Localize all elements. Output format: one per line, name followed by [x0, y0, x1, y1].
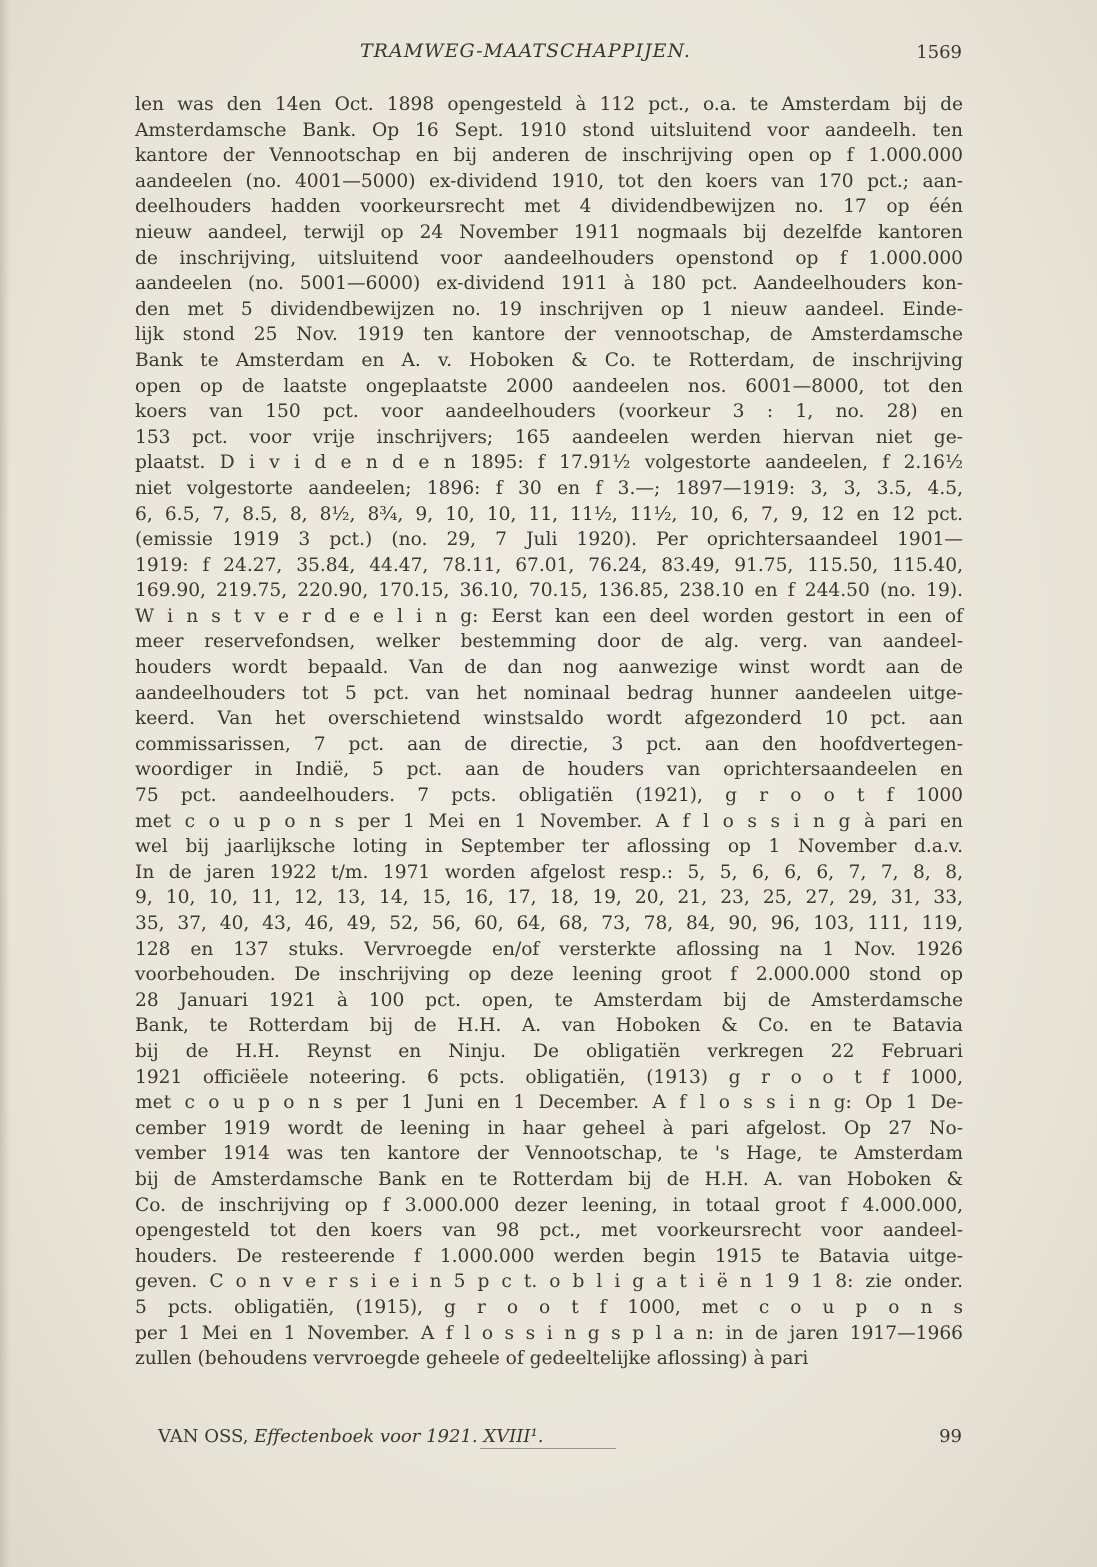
text-line: niet volgestorte aandeelen; 1896: f 30 en f 3.—; 1897—1919: 3, 3, 3.5, 4.5,	[135, 477, 963, 499]
text-line: houders. De resteerende f 1.000.000 werden begin 1915 te Batavia uitge-	[135, 1245, 963, 1267]
text-line: 6, 6.5, 7, 8.5, 8, 8½, 8¾, 9, 10, 10, 11, 11½, 11½, 10, 6, 7, 9, 12 en 12 pct.	[135, 503, 963, 525]
text-line: deelhouders hadden voorkeursrecht met 4 dividendbewijzen no. 17 op één	[135, 196, 963, 218]
footer-citation	[158, 1426, 543, 1447]
text-line: W i n s t v e r d e e l i n g: Eerst kan een deel worden gestort in een of	[135, 605, 963, 627]
text-line: plaatst. D i v i d e n d e n 1895: f 17.91½ volgestorte aandeelen, f 2.16½	[135, 452, 963, 474]
page-edge-shadow	[0, 0, 10, 1567]
text-line: geven. C o n v e r s i e i n 5 p c t. o b l i g a t i ë n 1 9 1 8: zie onder.	[135, 1271, 963, 1293]
text-line: (emissie 1919 3 pct.) (no. 29, 7 Juli 1920). Per oprichtersaandeel 1901—	[135, 529, 963, 551]
body-text	[135, 92, 963, 1372]
text-line: 128 en 137 stuks. Vervroegde en/of versterkte aflossing na 1 Nov. 1926	[135, 938, 963, 960]
text-line: per 1 Mei en 1 November. A f l o s s i n g s p l a n: in de jaren 1917—1966	[135, 1322, 963, 1344]
text-line: Bank, te Rotterdam bij de H.H. A. van Hoboken & Co. en te Batavia	[135, 1015, 963, 1037]
text-line: de inschrijving, uitsluitend voor aandeelhouders openstond op f 1.000.000	[135, 247, 963, 269]
text-line: met c o u p o n s per 1 Mei en 1 November. A f l o s s i n g à pari en	[135, 810, 963, 832]
text-line: 5 pcts. obligatiën, (1915), g r o o t f 1000, met c o u p o n s	[135, 1296, 963, 1318]
text-line: kantore der Vennootschap en bij anderen de inschrijving open op f 1.000.000	[135, 145, 963, 167]
footer-volume: XVIII¹.	[483, 1426, 544, 1447]
text-line: aandeelhouders tot 5 pct. van het nominaal bedrag hunner aandeelen uitge-	[135, 682, 963, 704]
text-line: 1919: f 24.27, 35.84, 44.47, 78.11, 67.01, 76.24, 83.49, 91.75, 115.50, 115.40,	[135, 554, 963, 576]
text-line: 75 pct. aandeelhouders. 7 pcts. obligatiën (1921), g r o o t f 1000	[135, 785, 963, 807]
text-line: nieuw aandeel, terwijl op 24 November 1911 nogmaals bij dezelfde kantoren	[135, 221, 963, 243]
text-line: houders wordt bepaald. Van de dan nog aanwezige winst wordt aan de	[135, 657, 963, 679]
text-line: Bank te Amsterdam en A. v. Hoboken & Co. te Rotterdam, de inschrijving	[135, 349, 963, 371]
text-line: bij de H.H. Reynst en Ninju. De obligatiën verkregen 22 Februari	[135, 1040, 963, 1062]
text-line: wel bij jaarlijksche loting in September ter aflossing op 1 November d.a.v.	[135, 836, 963, 858]
text-line: aandeelen (no. 5001—6000) ex-dividend 1911 à 180 pct. Aandeelhouders kon-	[135, 273, 963, 295]
text-line: open op de laatste ongeplaatste 2000 aandeelen nos. 6001—8000, tot den	[135, 375, 963, 397]
text-line: aandeelen (no. 4001—5000) ex-dividend 1910, tot den koers van 170 pct.; aan-	[135, 170, 963, 192]
text-line: zullen (behoudens vervroegde geheele of gedeeltelijke aflossing) à pari	[135, 1348, 809, 1370]
footer-rule	[480, 1448, 616, 1449]
footer-signature: 99	[939, 1426, 962, 1447]
text-line: meer reservefondsen, welker bestemming door de alg. verg. van aandeel-	[135, 631, 963, 653]
text-line: lijk stond 25 Nov. 1919 ten kantore der vennootschap, de Amsterdamsche	[135, 324, 963, 346]
text-line: 9, 10, 10, 11, 12, 13, 14, 15, 16, 17, 18, 19, 20, 21, 23, 25, 27, 29, 31, 33,	[135, 887, 963, 909]
text-line: voorbehouden. De inschrijving op deze leening groot f 2.000.000 stond op	[135, 964, 963, 986]
text-line: commissarissen, 7 pct. aan de directie, 3 pct. aan den hoofdvertegen-	[135, 733, 963, 755]
running-head: TRAMWEG-MAATSCHAPPIJEN.	[360, 40, 691, 62]
text-line: opengesteld tot den koers van 98 pct., met voorkeursrecht voor aandeel-	[135, 1220, 963, 1242]
text-line: den met 5 dividendbewijzen no. 19 inschrijven op 1 nieuw aandeel. Einde-	[135, 298, 963, 320]
text-line: vember 1914 was ten kantore der Vennootschap, te 's Hage, te Amsterdam	[135, 1143, 963, 1165]
text-line: 28 Januari 1921 à 100 pct. open, te Amsterdam bij de Amsterdamsche	[135, 989, 963, 1011]
footer-author: VAN OSS,	[158, 1426, 249, 1447]
text-line: Co. de inschrijving op f 3.000.000 dezer leening, in totaal groot f 4.000.000,	[135, 1194, 963, 1216]
page-footer	[158, 1426, 962, 1456]
footer-title: Effectenboek voor 1921.	[254, 1426, 478, 1447]
text-line: bij de Amsterdamsche Bank en te Rotterdam bij de H.H. A. van Hoboken &	[135, 1168, 963, 1190]
text-line: 35, 37, 40, 43, 46, 49, 52, 56, 60, 64, 68, 73, 78, 84, 90, 96, 103, 111, 119,	[135, 913, 963, 934]
page-number: 1569	[916, 42, 962, 63]
text-line: 169.90, 219.75, 220.90, 170.15, 36.10, 70.15, 136.85, 238.10 en f 244.50 (no. 19).	[135, 580, 963, 602]
text-line: woordiger in Indië, 5 pct. aan de houders van oprichtersaandeelen en	[135, 759, 963, 781]
text-line: 153 pct. voor vrije inschrijvers; 165 aandeelen werden hiervan niet ge-	[135, 426, 963, 448]
page-header	[130, 40, 962, 74]
text-line: met c o u p o n s per 1 Juni en 1 December. A f l o s s i n g: Op 1 De-	[135, 1092, 963, 1114]
text-line: koers van 150 pct. voor aandeelhouders (voorkeur 3 : 1, no. 28) en	[135, 401, 963, 423]
text-line: In de jaren 1922 t/m. 1971 worden afgelost resp.: 5, 5, 6, 6, 6, 7, 7, 8, 8,	[135, 861, 963, 883]
text-line: len was den 14en Oct. 1898 opengesteld à 112 pct., o.a. te Amsterdam bij de	[135, 94, 963, 115]
text-line: Amsterdamsche Bank. Op 16 Sept. 1910 stond uitsluitend voor aandeelh. ten	[135, 119, 963, 141]
text-line: 1921 officiëele noteering. 6 pcts. obligatiën, (1913) g r o o t f 1000,	[135, 1066, 963, 1088]
text-line: cember 1919 wordt de leening in haar geheel à pari afgelost. Op 27 No-	[135, 1117, 963, 1139]
text-line: keerd. Van het overschietend winstsaldo wordt afgezonderd 10 pct. aan	[135, 708, 963, 730]
